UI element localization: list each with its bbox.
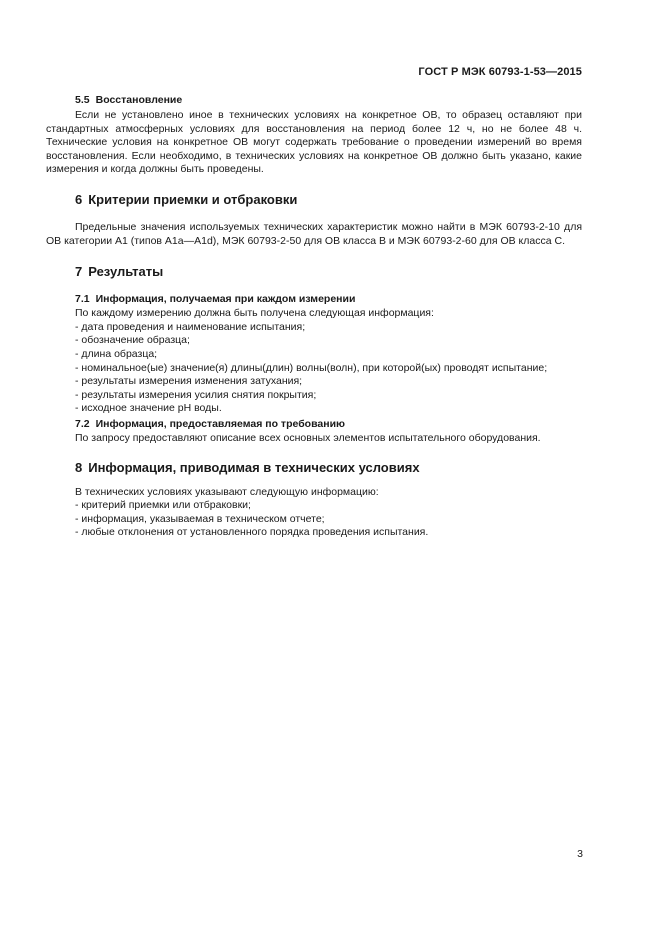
list-item: - длина образца; <box>75 347 158 360</box>
section-title: Информация, приводимая в технических условиях <box>88 459 420 475</box>
page-content <box>46 93 582 540</box>
subsection-number: 7.2 <box>75 417 90 430</box>
list-item: - критерий приемки или отбраковки; <box>75 499 251 512</box>
list-item: - номинальное(ые) значение(я) длины(длин) волны(волн), при которой(ых) проводят испытание; <box>75 361 548 374</box>
section-number: 8 <box>75 459 83 475</box>
list-item: - результаты измерения усилия снятия покрытия; <box>75 388 317 401</box>
list-item: - любые отклонения от установленного порядка проведения испытания. <box>75 526 429 539</box>
document-code-header: ГОСТ Р МЭК 60793-1-53—2015 <box>418 66 582 78</box>
subsection-heading-7-2 <box>46 417 582 431</box>
section-heading-7 <box>46 264 582 280</box>
paragraph-recovery: Если не установлено иное в технических условиях на конкретное ОВ, то образец оставляют при стандартных атмосферных условиях для восстановления на период более 12 ч, но не более 48 ч. Технические условия на конкретное ОВ могут содержать требование о проведении измерений во время восстановления. Если необходимо, в технических условиях на конкретное ОВ должно быть указано, какие измерения и когда должны быть проведены. <box>46 109 582 176</box>
page-number: 3 <box>577 848 583 860</box>
subsection-number: 5.5 <box>75 94 90 106</box>
subsection-heading-7-1 <box>46 292 582 306</box>
subsection-heading-5-5 <box>46 93 582 107</box>
section-title: Результаты <box>88 264 164 280</box>
section-number: 7 <box>75 264 83 280</box>
section-heading-6 <box>46 192 582 208</box>
list-item: - обозначение образца; <box>75 334 190 347</box>
measurement-info-list <box>46 321 582 416</box>
subsection-number: 7.1 <box>75 293 90 306</box>
list-item: - результаты измерения изменения затухания; <box>75 375 303 388</box>
list-item: - информация, указываемая в техническом отчете; <box>75 512 325 525</box>
paragraph-specification-intro: В технических условиях указывают следующую информацию: <box>75 485 379 498</box>
list-item: - дата проведения и наименование испытания; <box>75 320 306 333</box>
specification-info-list <box>46 499 582 540</box>
subsection-title: Восстановление <box>95 94 183 106</box>
subsection-title: Информация, предоставляемая по требованию <box>95 417 346 430</box>
paragraph-measurement-info-intro: По каждому измерению должна быть получена следующая информация: <box>75 307 434 320</box>
section-title: Критерии приемки и отбраковки <box>88 191 298 207</box>
paragraph-acceptance-criteria: Предельные значения используемых технических характеристик можно найти в МЭК 60793-2-10 для ОВ категории А1 (типов А1а—А1d), МЭК 60793-2-50 для ОВ класса В и МЭК 60793-2-60 для ОВ класса С. <box>46 220 582 247</box>
section-number: 6 <box>75 191 83 207</box>
section-heading-8 <box>46 460 582 476</box>
paragraph-on-request-info: По запросу предоставляют описание всех основных элементов испытательного оборудования. <box>75 431 541 444</box>
subsection-title: Информация, получаемая при каждом измерении <box>95 293 356 306</box>
list-item: - исходное значение pH воды. <box>75 402 222 415</box>
